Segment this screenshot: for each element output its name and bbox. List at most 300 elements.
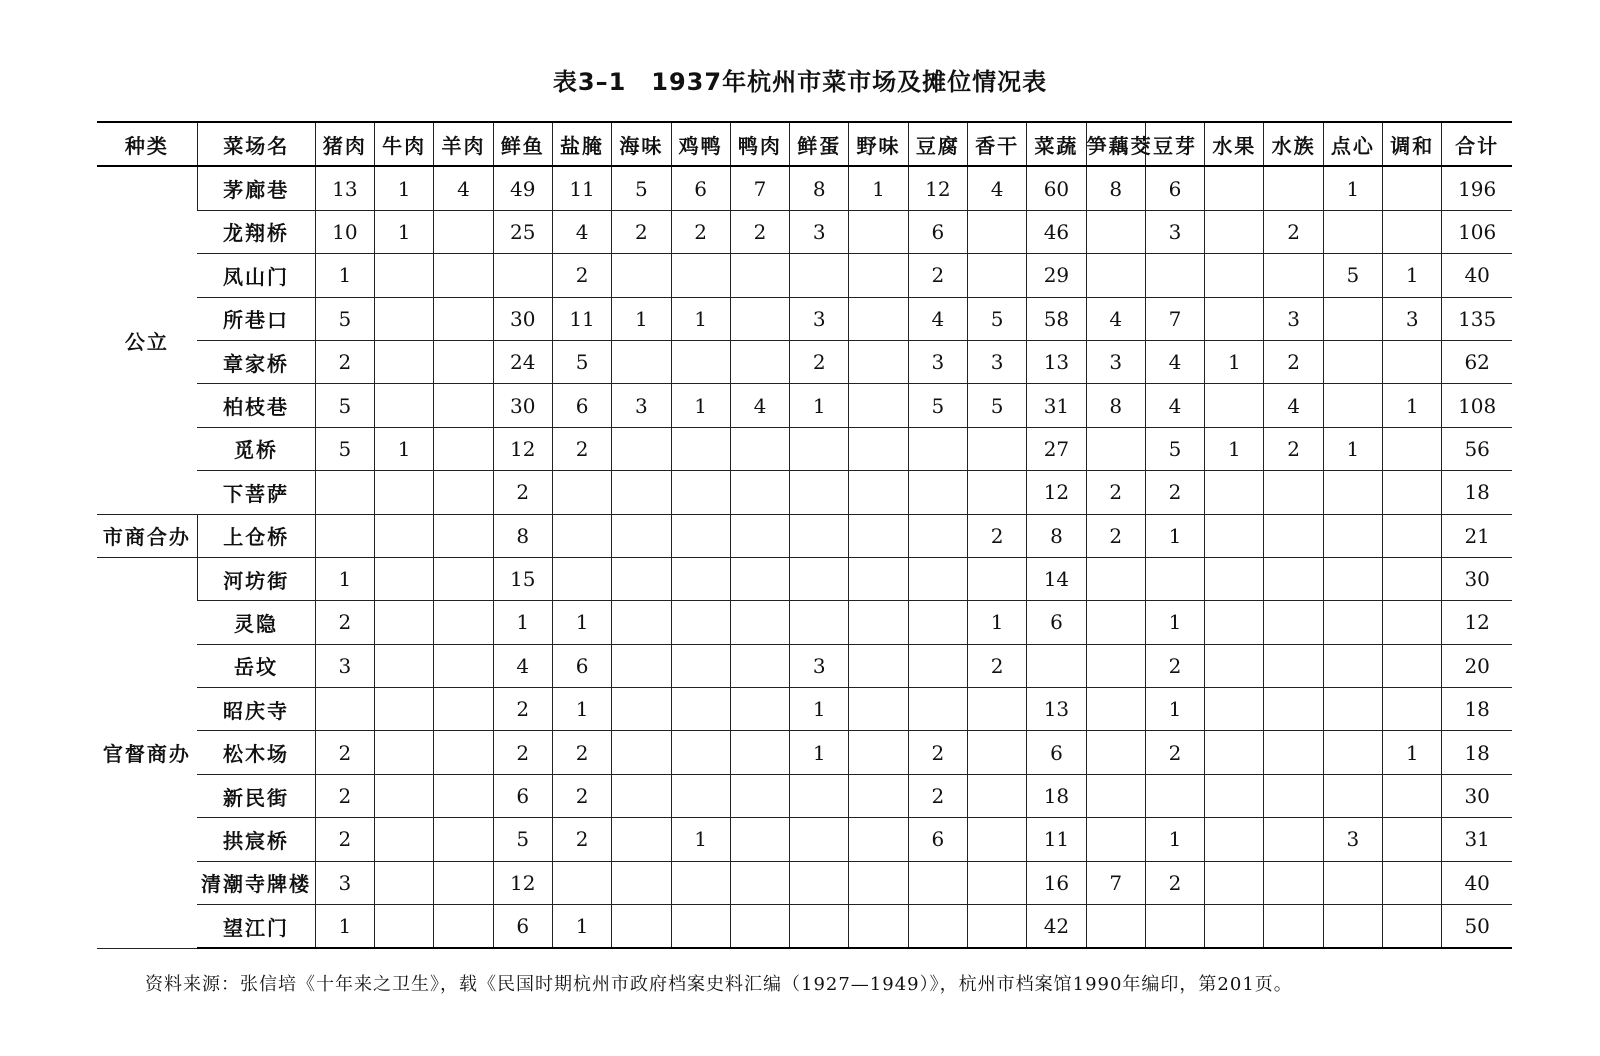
value-cell: 2 bbox=[1086, 514, 1145, 557]
value-cell: 25 bbox=[493, 210, 552, 253]
value-cell bbox=[1264, 861, 1323, 904]
value-cell bbox=[1323, 297, 1382, 340]
value-cell bbox=[552, 514, 611, 557]
value-cell bbox=[434, 861, 493, 904]
value-cell bbox=[790, 557, 849, 600]
value-cell: 2 bbox=[790, 340, 849, 383]
value-cell: 10 bbox=[315, 210, 374, 253]
table-row bbox=[97, 471, 1512, 514]
value-cell bbox=[790, 254, 849, 297]
value-cell: 8 bbox=[1086, 384, 1145, 427]
value-cell bbox=[375, 905, 434, 949]
value-cell bbox=[612, 340, 671, 383]
value-cell bbox=[1086, 905, 1145, 949]
value-cell bbox=[790, 818, 849, 861]
value-cell: 6 bbox=[908, 210, 967, 253]
value-cell bbox=[967, 774, 1026, 817]
category-cell: 官督商办 bbox=[97, 557, 197, 948]
market-name-cell: 所巷口 bbox=[197, 297, 315, 340]
value-cell bbox=[1086, 254, 1145, 297]
value-cell: 11 bbox=[552, 166, 611, 210]
value-cell bbox=[612, 601, 671, 644]
table-row bbox=[97, 557, 1512, 600]
value-cell bbox=[612, 557, 671, 600]
table-row bbox=[97, 514, 1512, 557]
value-cell: 4 bbox=[1145, 340, 1204, 383]
value-cell: 5 bbox=[315, 384, 374, 427]
value-cell: 1 bbox=[1323, 166, 1382, 210]
value-cell bbox=[730, 297, 789, 340]
column-header: 种类 bbox=[97, 122, 197, 166]
value-cell: 3 bbox=[1086, 340, 1145, 383]
total-cell: 20 bbox=[1442, 644, 1512, 687]
value-cell: 1 bbox=[1145, 688, 1204, 731]
column-header: 羊肉 bbox=[434, 122, 493, 166]
value-cell: 6 bbox=[493, 905, 552, 949]
value-cell bbox=[375, 731, 434, 774]
value-cell: 3 bbox=[315, 644, 374, 687]
value-cell bbox=[1205, 688, 1264, 731]
value-cell bbox=[967, 861, 1026, 904]
value-cell bbox=[730, 644, 789, 687]
value-cell bbox=[849, 644, 908, 687]
value-cell: 2 bbox=[1145, 861, 1204, 904]
value-cell bbox=[908, 514, 967, 557]
value-cell: 2 bbox=[552, 818, 611, 861]
value-cell: 2 bbox=[908, 774, 967, 817]
value-cell bbox=[908, 601, 967, 644]
value-cell bbox=[1205, 731, 1264, 774]
total-cell: 40 bbox=[1442, 861, 1512, 904]
value-cell bbox=[1086, 731, 1145, 774]
value-cell bbox=[1205, 384, 1264, 427]
value-cell: 1 bbox=[790, 688, 849, 731]
value-cell bbox=[730, 818, 789, 861]
value-cell bbox=[967, 427, 1026, 470]
value-cell bbox=[434, 818, 493, 861]
value-cell: 2 bbox=[315, 340, 374, 383]
value-cell: 29 bbox=[1027, 254, 1086, 297]
value-cell: 2 bbox=[315, 774, 374, 817]
market-name-cell: 拱宸桥 bbox=[197, 818, 315, 861]
value-cell: 8 bbox=[493, 514, 552, 557]
value-cell bbox=[967, 210, 1026, 253]
value-cell bbox=[375, 471, 434, 514]
value-cell: 5 bbox=[1323, 254, 1382, 297]
value-cell bbox=[1383, 557, 1442, 600]
value-cell: 1 bbox=[1205, 427, 1264, 470]
market-name-cell: 岳坟 bbox=[197, 644, 315, 687]
value-cell: 11 bbox=[552, 297, 611, 340]
value-cell bbox=[1264, 514, 1323, 557]
table-row bbox=[97, 254, 1512, 297]
value-cell: 6 bbox=[1027, 601, 1086, 644]
value-cell bbox=[375, 384, 434, 427]
value-cell: 1 bbox=[315, 254, 374, 297]
market-name-cell: 望江门 bbox=[197, 905, 315, 949]
value-cell bbox=[375, 688, 434, 731]
value-cell bbox=[849, 384, 908, 427]
column-header: 豆腐 bbox=[908, 122, 967, 166]
value-cell: 5 bbox=[1145, 427, 1204, 470]
value-cell bbox=[967, 731, 1026, 774]
table-row bbox=[97, 861, 1512, 904]
column-header: 水族 bbox=[1264, 122, 1323, 166]
value-cell bbox=[1205, 861, 1264, 904]
total-cell: 108 bbox=[1442, 384, 1512, 427]
value-cell bbox=[1205, 166, 1264, 210]
value-cell: 4 bbox=[730, 384, 789, 427]
value-cell: 5 bbox=[315, 427, 374, 470]
market-name-cell: 茅廊巷 bbox=[197, 166, 315, 210]
value-cell: 4 bbox=[1086, 297, 1145, 340]
table-row bbox=[97, 340, 1512, 383]
market-name-cell: 新民街 bbox=[197, 774, 315, 817]
market-name-cell: 昭庆寺 bbox=[197, 688, 315, 731]
table-row bbox=[97, 644, 1512, 687]
value-cell: 2 bbox=[552, 254, 611, 297]
value-cell bbox=[1323, 731, 1382, 774]
value-cell bbox=[1264, 601, 1323, 644]
value-cell bbox=[1205, 644, 1264, 687]
header-row bbox=[97, 122, 1512, 166]
value-cell: 1 bbox=[552, 688, 611, 731]
total-cell: 135 bbox=[1442, 297, 1512, 340]
value-cell bbox=[612, 644, 671, 687]
value-cell bbox=[1323, 905, 1382, 949]
value-cell bbox=[671, 644, 730, 687]
value-cell: 2 bbox=[967, 644, 1026, 687]
value-cell: 4 bbox=[552, 210, 611, 253]
value-cell bbox=[552, 557, 611, 600]
value-cell: 1 bbox=[552, 601, 611, 644]
column-header: 盐腌 bbox=[552, 122, 611, 166]
value-cell bbox=[612, 471, 671, 514]
value-cell: 1 bbox=[1383, 384, 1442, 427]
value-cell bbox=[730, 601, 789, 644]
column-header: 野味 bbox=[849, 122, 908, 166]
value-cell bbox=[1264, 774, 1323, 817]
value-cell bbox=[612, 818, 671, 861]
value-cell: 15 bbox=[493, 557, 552, 600]
value-cell bbox=[1264, 166, 1323, 210]
value-cell bbox=[315, 514, 374, 557]
value-cell bbox=[434, 254, 493, 297]
value-cell: 1 bbox=[375, 166, 434, 210]
value-cell: 2 bbox=[1145, 644, 1204, 687]
value-cell: 4 bbox=[967, 166, 1026, 210]
value-cell: 49 bbox=[493, 166, 552, 210]
value-cell bbox=[434, 471, 493, 514]
value-cell: 5 bbox=[967, 297, 1026, 340]
value-cell bbox=[552, 861, 611, 904]
value-cell: 3 bbox=[612, 384, 671, 427]
value-cell: 1 bbox=[315, 557, 374, 600]
value-cell bbox=[908, 471, 967, 514]
value-cell: 3 bbox=[1264, 297, 1323, 340]
value-cell: 2 bbox=[315, 731, 374, 774]
value-cell bbox=[375, 861, 434, 904]
value-cell bbox=[552, 471, 611, 514]
value-cell bbox=[1205, 818, 1264, 861]
value-cell: 2 bbox=[552, 774, 611, 817]
value-cell: 3 bbox=[1145, 210, 1204, 253]
column-header: 牛肉 bbox=[375, 122, 434, 166]
value-cell bbox=[671, 427, 730, 470]
market-name-cell: 凤山门 bbox=[197, 254, 315, 297]
value-cell: 5 bbox=[493, 818, 552, 861]
table-row bbox=[97, 210, 1512, 253]
column-header: 海味 bbox=[612, 122, 671, 166]
value-cell: 1 bbox=[671, 384, 730, 427]
column-header: 鸡鸭 bbox=[671, 122, 730, 166]
value-cell bbox=[849, 688, 908, 731]
market-name-cell: 上仓桥 bbox=[197, 514, 315, 557]
value-cell bbox=[1264, 471, 1323, 514]
total-cell: 196 bbox=[1442, 166, 1512, 210]
total-cell: 12 bbox=[1442, 601, 1512, 644]
value-cell bbox=[1264, 644, 1323, 687]
value-cell bbox=[849, 774, 908, 817]
value-cell: 4 bbox=[1264, 384, 1323, 427]
column-header: 点心 bbox=[1323, 122, 1382, 166]
value-cell bbox=[1323, 557, 1382, 600]
value-cell bbox=[671, 905, 730, 949]
column-header: 笋藕茭 bbox=[1086, 122, 1145, 166]
value-cell: 42 bbox=[1027, 905, 1086, 949]
value-cell: 3 bbox=[1383, 297, 1442, 340]
value-cell bbox=[730, 427, 789, 470]
value-cell bbox=[1264, 557, 1323, 600]
value-cell bbox=[967, 688, 1026, 731]
value-cell: 18 bbox=[1027, 774, 1086, 817]
value-cell bbox=[849, 210, 908, 253]
value-cell bbox=[1323, 384, 1382, 427]
value-cell bbox=[375, 601, 434, 644]
value-cell bbox=[849, 254, 908, 297]
value-cell: 1 bbox=[1383, 254, 1442, 297]
value-cell: 5 bbox=[967, 384, 1026, 427]
value-cell bbox=[671, 254, 730, 297]
value-cell bbox=[908, 905, 967, 949]
value-cell bbox=[1383, 601, 1442, 644]
value-cell bbox=[1027, 644, 1086, 687]
column-header: 猪肉 bbox=[315, 122, 374, 166]
value-cell bbox=[1086, 557, 1145, 600]
value-cell: 24 bbox=[493, 340, 552, 383]
market-name-cell: 柏枝巷 bbox=[197, 384, 315, 427]
value-cell bbox=[967, 254, 1026, 297]
value-cell bbox=[671, 340, 730, 383]
value-cell bbox=[1205, 905, 1264, 949]
value-cell bbox=[1383, 471, 1442, 514]
market-name-cell: 龙翔桥 bbox=[197, 210, 315, 253]
value-cell: 7 bbox=[1145, 297, 1204, 340]
value-cell: 4 bbox=[434, 166, 493, 210]
value-cell bbox=[967, 471, 1026, 514]
value-cell: 2 bbox=[493, 731, 552, 774]
value-cell: 1 bbox=[790, 384, 849, 427]
value-cell: 8 bbox=[1086, 166, 1145, 210]
value-cell bbox=[434, 731, 493, 774]
table-body bbox=[97, 166, 1512, 948]
value-cell bbox=[1205, 254, 1264, 297]
value-cell bbox=[1086, 688, 1145, 731]
value-cell: 1 bbox=[1145, 601, 1204, 644]
value-cell bbox=[790, 471, 849, 514]
value-cell bbox=[730, 861, 789, 904]
value-cell bbox=[671, 471, 730, 514]
value-cell bbox=[1264, 731, 1323, 774]
table-row bbox=[97, 688, 1512, 731]
value-cell bbox=[1383, 905, 1442, 949]
value-cell bbox=[1145, 905, 1204, 949]
value-cell: 2 bbox=[908, 731, 967, 774]
value-cell: 1 bbox=[375, 427, 434, 470]
value-cell: 1 bbox=[967, 601, 1026, 644]
value-cell bbox=[612, 427, 671, 470]
total-cell: 50 bbox=[1442, 905, 1512, 949]
value-cell bbox=[434, 644, 493, 687]
value-cell bbox=[1086, 774, 1145, 817]
value-cell bbox=[671, 774, 730, 817]
value-cell: 2 bbox=[315, 601, 374, 644]
total-cell: 30 bbox=[1442, 774, 1512, 817]
total-cell: 21 bbox=[1442, 514, 1512, 557]
value-cell bbox=[434, 557, 493, 600]
value-cell: 5 bbox=[552, 340, 611, 383]
value-cell bbox=[671, 688, 730, 731]
value-cell bbox=[1323, 514, 1382, 557]
value-cell: 13 bbox=[1027, 340, 1086, 383]
value-cell bbox=[1323, 861, 1382, 904]
value-cell bbox=[790, 905, 849, 949]
column-header: 鲜鱼 bbox=[493, 122, 552, 166]
value-cell: 1 bbox=[671, 297, 730, 340]
value-cell bbox=[612, 731, 671, 774]
value-cell: 6 bbox=[493, 774, 552, 817]
value-cell: 12 bbox=[1027, 471, 1086, 514]
value-cell: 1 bbox=[1145, 514, 1204, 557]
total-cell: 18 bbox=[1442, 688, 1512, 731]
value-cell bbox=[493, 254, 552, 297]
value-cell: 8 bbox=[790, 166, 849, 210]
value-cell: 6 bbox=[1145, 166, 1204, 210]
value-cell: 2 bbox=[1145, 731, 1204, 774]
value-cell bbox=[612, 688, 671, 731]
column-header: 水果 bbox=[1205, 122, 1264, 166]
value-cell bbox=[375, 340, 434, 383]
value-cell: 5 bbox=[908, 384, 967, 427]
value-cell bbox=[1205, 774, 1264, 817]
value-cell: 2 bbox=[612, 210, 671, 253]
value-cell bbox=[1205, 210, 1264, 253]
value-cell bbox=[375, 818, 434, 861]
value-cell: 2 bbox=[1264, 340, 1323, 383]
value-cell bbox=[1086, 644, 1145, 687]
market-name-cell: 河坊街 bbox=[197, 557, 315, 600]
value-cell bbox=[1205, 601, 1264, 644]
value-cell: 3 bbox=[790, 210, 849, 253]
value-cell bbox=[1383, 340, 1442, 383]
value-cell bbox=[1264, 688, 1323, 731]
value-cell bbox=[612, 905, 671, 949]
value-cell bbox=[1323, 340, 1382, 383]
value-cell bbox=[1086, 427, 1145, 470]
value-cell bbox=[790, 774, 849, 817]
value-cell: 1 bbox=[493, 601, 552, 644]
value-cell bbox=[908, 427, 967, 470]
value-cell bbox=[849, 601, 908, 644]
value-cell bbox=[730, 340, 789, 383]
value-cell bbox=[671, 731, 730, 774]
value-cell bbox=[1383, 774, 1442, 817]
value-cell bbox=[849, 427, 908, 470]
value-cell: 2 bbox=[315, 818, 374, 861]
value-cell bbox=[434, 514, 493, 557]
value-cell bbox=[1145, 557, 1204, 600]
market-table bbox=[97, 121, 1512, 949]
value-cell bbox=[730, 557, 789, 600]
market-name-cell: 灵隐 bbox=[197, 601, 315, 644]
value-cell: 3 bbox=[908, 340, 967, 383]
column-header: 菜蔬 bbox=[1027, 122, 1086, 166]
value-cell: 30 bbox=[493, 384, 552, 427]
value-cell: 6 bbox=[671, 166, 730, 210]
value-cell bbox=[315, 471, 374, 514]
market-name-cell: 清潮寺牌楼 bbox=[197, 861, 315, 904]
value-cell bbox=[671, 861, 730, 904]
value-cell: 2 bbox=[1086, 471, 1145, 514]
value-cell bbox=[1323, 688, 1382, 731]
value-cell bbox=[1205, 514, 1264, 557]
value-cell: 1 bbox=[1383, 731, 1442, 774]
market-name-cell: 觅桥 bbox=[197, 427, 315, 470]
value-cell bbox=[967, 818, 1026, 861]
value-cell bbox=[434, 905, 493, 949]
column-header: 鸭肉 bbox=[730, 122, 789, 166]
value-cell: 1 bbox=[375, 210, 434, 253]
value-cell bbox=[1383, 166, 1442, 210]
value-cell: 2 bbox=[493, 471, 552, 514]
value-cell: 1 bbox=[315, 905, 374, 949]
value-cell bbox=[790, 514, 849, 557]
table-row bbox=[97, 427, 1512, 470]
value-cell: 3 bbox=[790, 297, 849, 340]
value-cell: 13 bbox=[315, 166, 374, 210]
value-cell bbox=[1323, 644, 1382, 687]
table-row bbox=[97, 384, 1512, 427]
value-cell: 1 bbox=[1323, 427, 1382, 470]
value-cell bbox=[1323, 210, 1382, 253]
table-title: 表3–1 1937年杭州市菜市场及摊位情况表 bbox=[552, 68, 1048, 96]
column-header: 鲜蛋 bbox=[790, 122, 849, 166]
value-cell bbox=[671, 557, 730, 600]
value-cell bbox=[1383, 210, 1442, 253]
value-cell bbox=[849, 471, 908, 514]
column-header: 合计 bbox=[1442, 122, 1512, 166]
value-cell: 5 bbox=[612, 166, 671, 210]
value-cell bbox=[1086, 601, 1145, 644]
value-cell bbox=[1383, 688, 1442, 731]
value-cell bbox=[671, 601, 730, 644]
value-cell bbox=[1323, 471, 1382, 514]
value-cell bbox=[908, 688, 967, 731]
value-cell bbox=[434, 601, 493, 644]
value-cell: 2 bbox=[493, 688, 552, 731]
value-cell bbox=[730, 254, 789, 297]
column-header: 调和 bbox=[1383, 122, 1442, 166]
